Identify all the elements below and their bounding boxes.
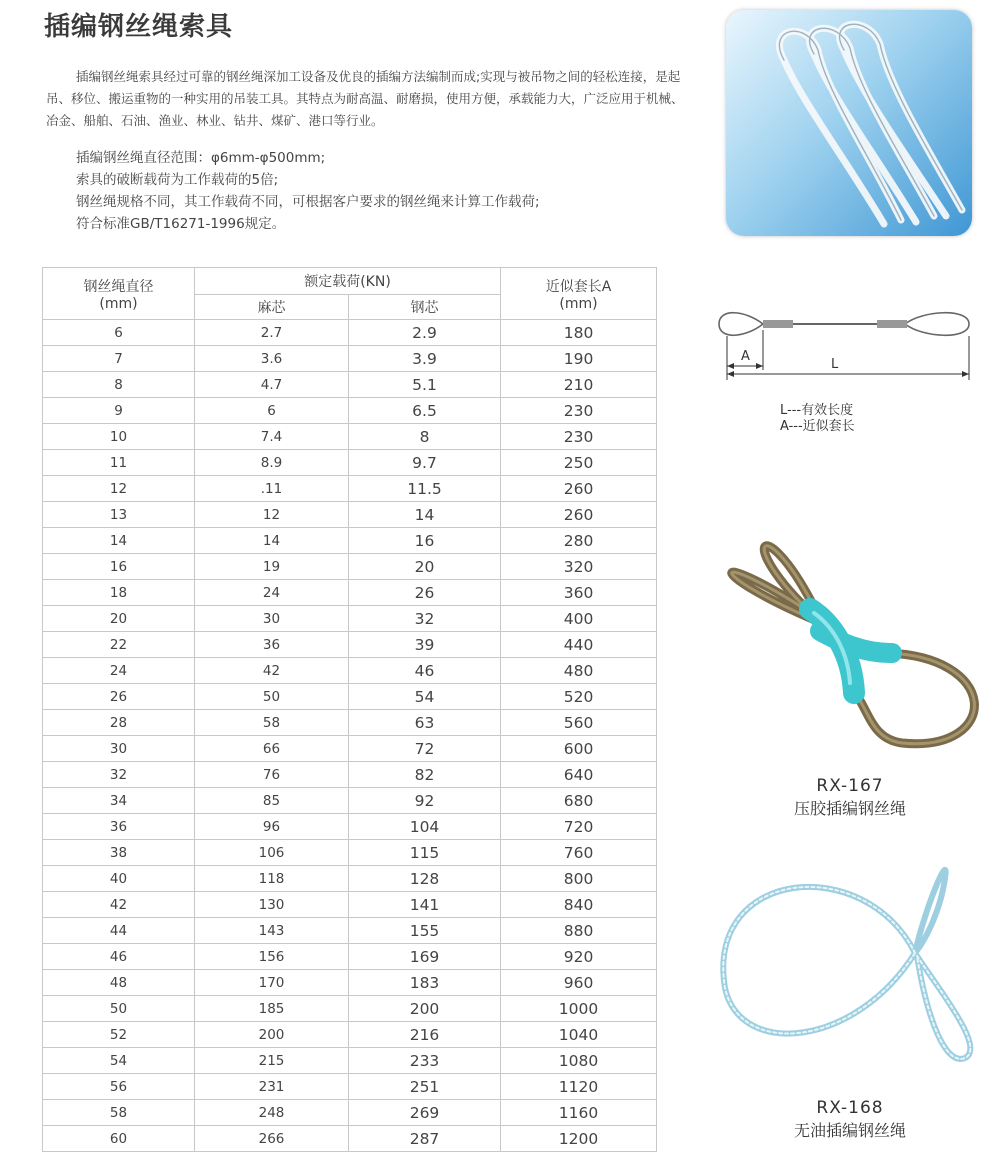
spec-line: 符合标准GB/T16271-1996规定。 [76, 216, 286, 232]
cell-fiber-load: 50 [195, 684, 349, 710]
spec-line: 插编钢丝绳直径范围：φ6mm-φ500mm; [76, 150, 326, 166]
cell-fiber-load: 118 [195, 866, 349, 892]
table-row [43, 866, 657, 892]
cell-length: 600 [501, 736, 657, 762]
spec-line: 钢丝绳规格不同，其工作载荷不同，可根据客户要求的钢丝绳来计算工作载荷; [76, 194, 540, 210]
cell-length: 230 [501, 398, 657, 424]
spec-table [42, 267, 657, 1152]
cell-length: 800 [501, 866, 657, 892]
cell-steel-load: 39 [349, 632, 501, 658]
table-row [43, 1126, 657, 1152]
cell-length: 520 [501, 684, 657, 710]
cell-steel-load: 251 [349, 1074, 501, 1100]
cell-length: 360 [501, 580, 657, 606]
cell-length: 180 [501, 320, 657, 346]
cell-fiber-load: 76 [195, 762, 349, 788]
table-row [43, 372, 657, 398]
arrow-icon [727, 371, 734, 377]
cell-length: 250 [501, 450, 657, 476]
left-eye-loop [719, 313, 763, 336]
cell-fiber-load: 156 [195, 944, 349, 970]
cell-diameter: 12 [43, 476, 195, 502]
sling-loop [917, 956, 970, 1059]
cell-length: 230 [501, 424, 657, 450]
product-code: RX-167 [816, 776, 884, 796]
cell-fiber-load: 96 [195, 814, 349, 840]
cell-diameter: 16 [43, 554, 195, 580]
oil-free-sling-image [695, 858, 990, 1088]
cell-diameter: 26 [43, 684, 195, 710]
cell-steel-load: 26 [349, 580, 501, 606]
braided-sling-photo-image [726, 10, 972, 236]
cell-steel-load: 216 [349, 1022, 501, 1048]
header-length-label: 近似套长A [545, 278, 612, 295]
table-row [43, 1100, 657, 1126]
rubber-sleeve-sling-image [702, 503, 987, 761]
cell-steel-load: 233 [349, 1048, 501, 1074]
label-l: L [831, 357, 839, 372]
dimension-diagram [705, 300, 980, 390]
cell-length: 1160 [501, 1100, 657, 1126]
cell-diameter: 9 [43, 398, 195, 424]
cell-diameter: 32 [43, 762, 195, 788]
cell-length: 760 [501, 840, 657, 866]
cell-diameter: 6 [43, 320, 195, 346]
cell-length: 1040 [501, 1022, 657, 1048]
spec-list [76, 147, 696, 235]
cell-diameter: 46 [43, 944, 195, 970]
cell-steel-load: 8 [349, 424, 501, 450]
cell-fiber-load: 170 [195, 970, 349, 996]
cell-steel-load: 287 [349, 1126, 501, 1152]
cell-fiber-load: 12 [195, 502, 349, 528]
cell-diameter: 22 [43, 632, 195, 658]
spec-line: 索具的破断载荷为工作载荷的5倍; [76, 172, 279, 188]
cell-fiber-load: 42 [195, 658, 349, 684]
legend-a: A---近似套长 [780, 419, 855, 434]
cell-diameter: 58 [43, 1100, 195, 1126]
cell-diameter: 40 [43, 866, 195, 892]
cell-fiber-load: 14 [195, 528, 349, 554]
cell-diameter: 14 [43, 528, 195, 554]
cell-length: 1000 [501, 996, 657, 1022]
sling-loop [854, 653, 974, 744]
cell-length: 1080 [501, 1048, 657, 1074]
cell-steel-load: 2.9 [349, 320, 501, 346]
header-diameter-label: 钢丝绳直径 [83, 278, 154, 295]
sling-loop [915, 870, 946, 953]
cell-steel-load: 32 [349, 606, 501, 632]
cell-diameter: 11 [43, 450, 195, 476]
rx167-caption [760, 775, 940, 821]
cell-fiber-load: 3.6 [195, 346, 349, 372]
header-diameter [43, 268, 195, 320]
cell-fiber-load: 4.7 [195, 372, 349, 398]
cell-fiber-load: .11 [195, 476, 349, 502]
cell-fiber-load: 85 [195, 788, 349, 814]
cell-length: 400 [501, 606, 657, 632]
cell-fiber-load: 143 [195, 918, 349, 944]
cell-diameter: 56 [43, 1074, 195, 1100]
left-splice [763, 320, 793, 328]
cell-diameter: 42 [43, 892, 195, 918]
rubber-sleeve [820, 631, 892, 653]
cell-diameter: 10 [43, 424, 195, 450]
cell-diameter: 7 [43, 346, 195, 372]
cell-diameter: 13 [43, 502, 195, 528]
cell-fiber-load: 106 [195, 840, 349, 866]
cell-diameter: 50 [43, 996, 195, 1022]
cell-diameter: 18 [43, 580, 195, 606]
cell-fiber-load: 36 [195, 632, 349, 658]
cell-fiber-load: 248 [195, 1100, 349, 1126]
cell-diameter: 24 [43, 658, 195, 684]
cell-steel-load: 6.5 [349, 398, 501, 424]
cell-length: 680 [501, 788, 657, 814]
table-row [43, 476, 657, 502]
cell-fiber-load: 130 [195, 892, 349, 918]
header-length [501, 268, 657, 320]
right-eye-loop [905, 313, 969, 336]
cell-fiber-load: 8.9 [195, 450, 349, 476]
diagram-legend [780, 403, 940, 435]
table-row [43, 788, 657, 814]
cell-length: 260 [501, 502, 657, 528]
cell-length: 280 [501, 528, 657, 554]
cell-steel-load: 128 [349, 866, 501, 892]
product-code: RX-168 [816, 1098, 884, 1118]
rx168-caption [760, 1097, 940, 1143]
header-fiber-core: 麻芯 [195, 295, 349, 320]
cell-steel-load: 5.1 [349, 372, 501, 398]
product-name: 压胶插编钢丝绳 [793, 799, 906, 818]
cell-steel-load: 269 [349, 1100, 501, 1126]
cell-steel-load: 92 [349, 788, 501, 814]
header-rated-load: 额定载荷(KN) [195, 268, 501, 295]
table-row [43, 1048, 657, 1074]
table-row [43, 918, 657, 944]
table-row [43, 710, 657, 736]
arrow-icon [962, 371, 969, 377]
cell-length: 720 [501, 814, 657, 840]
cell-fiber-load: 66 [195, 736, 349, 762]
cell-fiber-load: 24 [195, 580, 349, 606]
table-row [43, 606, 657, 632]
cell-diameter: 28 [43, 710, 195, 736]
cell-length: 480 [501, 658, 657, 684]
table-row [43, 450, 657, 476]
cell-steel-load: 9.7 [349, 450, 501, 476]
cell-steel-load: 63 [349, 710, 501, 736]
cell-length: 640 [501, 762, 657, 788]
cell-diameter: 36 [43, 814, 195, 840]
header-diameter-unit: (mm) [99, 295, 138, 312]
cell-length: 1120 [501, 1074, 657, 1100]
cell-steel-load: 82 [349, 762, 501, 788]
table-row [43, 580, 657, 606]
cell-steel-load: 115 [349, 840, 501, 866]
table-row [43, 944, 657, 970]
cell-length: 840 [501, 892, 657, 918]
cell-length: 960 [501, 970, 657, 996]
cell-length: 210 [501, 372, 657, 398]
table-row [43, 320, 657, 346]
cell-steel-load: 54 [349, 684, 501, 710]
table-row [43, 528, 657, 554]
spec-table-body [43, 320, 657, 1152]
cell-diameter: 20 [43, 606, 195, 632]
sling-loop [723, 887, 915, 1034]
product-name: 无油插编钢丝绳 [793, 1121, 906, 1140]
cell-length: 560 [501, 710, 657, 736]
cell-fiber-load: 185 [195, 996, 349, 1022]
intro-paragraph: 插编钢丝绳索具经过可靠的钢丝绳深加工设备及优良的插编方法编制而成;实现与被吊物之间的轻松连接，是起吊、移位、搬运重物的一种实用的吊装工具。其特点为耐高温、耐磨损，使用方便，承载能力大，广泛应用于机械、冶金、船舶、石油、渔业、林业、钻井、煤矿、港口等行业。 [46, 69, 684, 128]
table-row [43, 892, 657, 918]
cell-fiber-load: 7.4 [195, 424, 349, 450]
cell-steel-load: 183 [349, 970, 501, 996]
cell-diameter: 52 [43, 1022, 195, 1048]
table-row [43, 1074, 657, 1100]
right-splice [877, 320, 907, 328]
label-a: A [741, 349, 750, 364]
legend-l: L---有效长度 [780, 403, 854, 418]
rx168-image [695, 858, 990, 1088]
cell-steel-load: 16 [349, 528, 501, 554]
cell-fiber-load: 215 [195, 1048, 349, 1074]
table-row [43, 424, 657, 450]
rx167-image [702, 503, 987, 761]
table-row [43, 970, 657, 996]
cell-steel-load: 14 [349, 502, 501, 528]
cell-diameter: 8 [43, 372, 195, 398]
cell-steel-load: 3.9 [349, 346, 501, 372]
cell-steel-load: 104 [349, 814, 501, 840]
table-row [43, 684, 657, 710]
cell-fiber-load: 6 [195, 398, 349, 424]
table-row [43, 814, 657, 840]
cell-fiber-load: 19 [195, 554, 349, 580]
cell-diameter: 34 [43, 788, 195, 814]
table-row [43, 840, 657, 866]
table-row [43, 554, 657, 580]
cell-length: 320 [501, 554, 657, 580]
cell-diameter: 44 [43, 918, 195, 944]
page-title: 插编钢丝绳索具 [44, 12, 234, 42]
cell-diameter: 60 [43, 1126, 195, 1152]
table-row [43, 658, 657, 684]
cell-diameter: 38 [43, 840, 195, 866]
arrow-icon [756, 363, 763, 369]
cell-length: 920 [501, 944, 657, 970]
cell-steel-load: 141 [349, 892, 501, 918]
table-row [43, 502, 657, 528]
cell-length: 440 [501, 632, 657, 658]
cell-steel-load: 200 [349, 996, 501, 1022]
spec-table-wrap [42, 267, 656, 1152]
cell-steel-load: 46 [349, 658, 501, 684]
cell-steel-load: 20 [349, 554, 501, 580]
table-row [43, 736, 657, 762]
dimension-diagram-svg [705, 300, 980, 390]
product-photo [726, 10, 972, 236]
cell-diameter: 54 [43, 1048, 195, 1074]
header-length-unit: (mm) [559, 295, 598, 312]
cell-fiber-load: 200 [195, 1022, 349, 1048]
cell-steel-load: 72 [349, 736, 501, 762]
arrow-icon [727, 363, 734, 369]
cell-steel-load: 155 [349, 918, 501, 944]
cell-fiber-load: 266 [195, 1126, 349, 1152]
table-row [43, 398, 657, 424]
cell-fiber-load: 30 [195, 606, 349, 632]
table-row [43, 762, 657, 788]
cell-diameter: 48 [43, 970, 195, 996]
header-steel-core: 钢芯 [349, 295, 501, 320]
cell-fiber-load: 58 [195, 710, 349, 736]
cell-length: 190 [501, 346, 657, 372]
table-row [43, 346, 657, 372]
cell-steel-load: 11.5 [349, 476, 501, 502]
cell-steel-load: 169 [349, 944, 501, 970]
cell-fiber-load: 231 [195, 1074, 349, 1100]
cell-diameter: 30 [43, 736, 195, 762]
cell-length: 1200 [501, 1126, 657, 1152]
table-row [43, 632, 657, 658]
cell-length: 880 [501, 918, 657, 944]
table-row [43, 996, 657, 1022]
cell-fiber-load: 2.7 [195, 320, 349, 346]
table-row [43, 1022, 657, 1048]
cell-length: 260 [501, 476, 657, 502]
